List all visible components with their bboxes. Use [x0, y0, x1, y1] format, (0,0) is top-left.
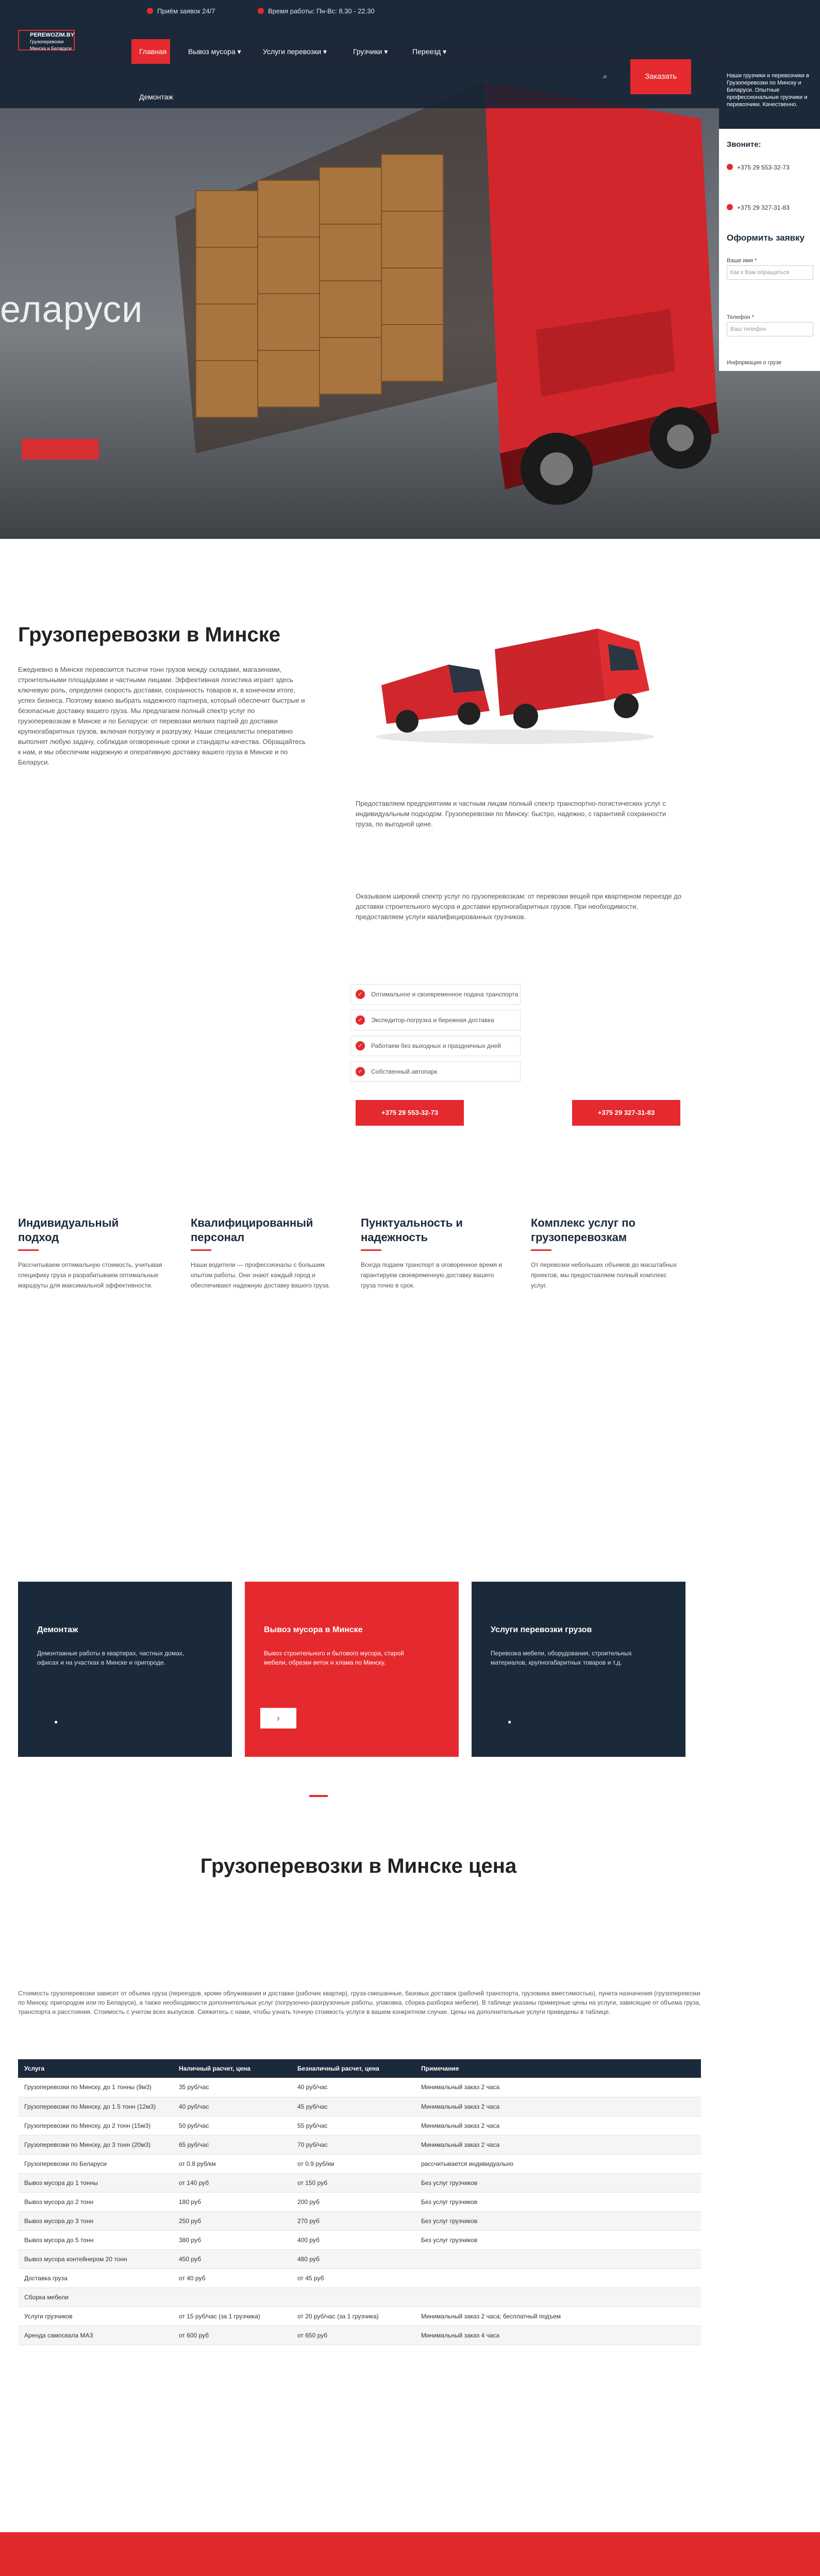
service-card[interactable] [472, 1582, 685, 1757]
chevron-down-icon: ▾ [384, 47, 388, 56]
feature-text: Всегда подаем транспорт в оговоренное время и гарантируем своевременную доставку вашего груза точно в срок. [361, 1261, 503, 1289]
feature-text: От перевозки небольших объемов до масштабных проектов, мы предоставляем полный комплекс услуг. [531, 1261, 677, 1289]
service-card-title: Услуги перевозки грузов [491, 1625, 592, 1634]
table-row [18, 2249, 701, 2268]
search-icon[interactable]: ⌕ [603, 72, 608, 81]
sidebar-phone-1[interactable]: +375 29 553-32-73 [737, 164, 790, 171]
table-row [18, 2192, 701, 2211]
table-cell: от 600 руб [173, 2326, 291, 2345]
table-cell: от 40 руб [173, 2268, 291, 2287]
table-cell: Без услуг грузчиков [415, 2173, 701, 2192]
table-cell [415, 2249, 701, 2268]
table-cell: Вывоз мусора до 1 тонны [18, 2173, 173, 2192]
table-cell: от 15 руб/час (за 1 грузчика) [173, 2307, 291, 2326]
table-header-row [18, 2059, 701, 2078]
nav-moving[interactable]: Переезд ▾ [412, 47, 447, 56]
table-cell [173, 2287, 291, 2307]
table-cell: Минимальный заказ 2 часа; бесплатный подъем [415, 2307, 701, 2326]
phone-icon [727, 164, 733, 170]
service-card-text: Демонтажные работы в квартирах, частных домах, офисах и на участках в Минске и пригороде. [37, 1650, 185, 1666]
arrow-icon[interactable]: ● [508, 1718, 512, 1725]
table-cell: Грузоперевозки по Минску, до 1.5 тонн (12м3) [18, 2097, 173, 2116]
nav-transport-services[interactable]: Услуги перевозки ▾ [263, 47, 327, 56]
intro-paragraph-2: Предоставляем предприятиям и частным лицам полный спектр транспортно-логистических услуг с индивидуальным подходом. Грузоперевозки по Минску: быстро, надежно, с гарантией сохранности груза, по выгодной цене. [356, 800, 666, 828]
sidebar-name-input[interactable]: Как к Вам обращаться [727, 265, 813, 280]
table-cell: Минимальный заказ 2 часа [415, 2116, 701, 2135]
table-cell: 65 руб/час [173, 2135, 291, 2154]
sidebar-phone-2[interactable]: +375 29 327-31-83 [737, 204, 790, 211]
sidebar-name-label: Ваше имя * [727, 258, 757, 264]
phone-icon [727, 204, 733, 210]
table-row [18, 2173, 701, 2192]
phone-button-1[interactable]: +375 29 553-32-73 [356, 1100, 464, 1126]
table-row [18, 2097, 701, 2116]
table-cell: 50 руб/час [173, 2116, 291, 2135]
feature-title: Пунктуальность и надежность [361, 1216, 463, 1244]
feature-title: Индивидуальный подход [18, 1216, 119, 1244]
sidebar-form-title: Оформить заявку [727, 233, 805, 243]
table-cell: от 140 руб [173, 2173, 291, 2192]
arrow-icon[interactable]: ● [54, 1718, 58, 1725]
sidebar-phone-label: Телефон * [727, 314, 754, 320]
chevron-down-icon: ▾ [443, 47, 447, 56]
table-cell: Минимальный заказ 2 часа [415, 2135, 701, 2154]
table-cell: Вывоз мусора до 5 тонн [18, 2230, 173, 2249]
price-intro: Стоимость грузоперевозки зависит от объема груза (переездов, кроме облуживания и доставки (рабочих квартир), груза-смешанные, базовых доставок (рабочей транспорта, грузовика вместимостью), пункта назначения (грузоперевозки по Минску, пригородом или по Беларуси), а также необходимости дополнительных услуг (погрузочно-разгрузочные работы, упаковка, сборка-разборка мебели). В таблице указаны примерные цены на услуги, зависящие от объема груза, транспорта и расстояния. Стоимость с учетом всех выпусков. Свяжитесь с нами, чтобы узнать точную стоимость услуги в вашем конкретном случае. Цены на дополнительные услуги приведены в таблице. [18, 1990, 701, 2015]
table-cell: Грузоперевозки по Минску, до 3 тонн (20м3) [18, 2135, 173, 2154]
table-cell: Грузоперевозки по Минску, до 2 тонн (15м3) [18, 2116, 173, 2135]
table-cell: Минимальный заказ 4 часа [415, 2326, 701, 2345]
intro-title: Грузоперевозки в Минске [18, 623, 281, 646]
table-cell: Минимальный заказ 2 часа [415, 2097, 701, 2116]
table-header: Примечание [415, 2059, 701, 2078]
feature-divider [191, 1249, 211, 1251]
truck-image [165, 62, 722, 526]
table-cell: Без услуг грузчиков [415, 2211, 701, 2230]
table-cell: Без услуг грузчиков [415, 2192, 701, 2211]
table-cell: 70 руб/час [291, 2135, 415, 2154]
trucks-image [371, 613, 660, 747]
price-title: Грузоперевозки в Минске цена [200, 1855, 517, 1877]
nav-loaders[interactable]: Грузчики ▾ [353, 47, 388, 56]
check-icon: ✓ [356, 1067, 365, 1076]
service-card-text: Перевозка мебели, оборудования, строительных материалов, крупногабаритных товаров и т.д. [491, 1650, 632, 1666]
check-icon: ✓ [356, 990, 365, 999]
table-row [18, 2307, 701, 2326]
table-cell: 480 руб [291, 2249, 415, 2268]
nav-waste-removal[interactable]: Вывоз мусора ▾ [188, 47, 241, 56]
table-row [18, 2287, 701, 2307]
intro-paragraph-1: Ежедневно в Минске перевозится тысячи тонн грузов между складами, магазинами, строительными площадками и частными лицами. Эффективная логистика играет здесь ключевую роль, определяя скорость доставки, сохранность товаров и, в конечном итоге, успех бизнеса. Поэтому важно выбрать надежного партнера, который обеспечит быстрые и безопасные доставку вашего груза. Мы предлагаем полный спектр услуг по грузоперевозкам в Минске и по Беларуси: от перевозки мелких партий до доставки крупногабаритных грузов, включая погрузку и разгрузку. Наши специалисты оперативно выполнят любую задачу, соблюдая оговоренные сроки и стандарты качества. Обращайтесь к нам, и мы обеспечим надежную и оперативную доставку вашего груза в Минске и по Беларуси. [18, 666, 306, 766]
order-section [0, 2532, 820, 2576]
table-header: Наличный расчет, цена [173, 2059, 291, 2078]
calendar-icon [258, 8, 264, 14]
check-text: Оптимальное и своевременное подача транспорта [371, 991, 518, 998]
table-cell: от 150 руб [291, 2173, 415, 2192]
feature-divider [18, 1249, 39, 1251]
table-cell: Услуги грузчиков [18, 2307, 173, 2326]
table-cell: Сборка мебели [18, 2287, 173, 2307]
price-table [18, 2059, 701, 2345]
check-text: Собственный автопарк [371, 1068, 438, 1075]
table-cell: от 650 руб [291, 2326, 415, 2345]
table-header: Безналичный расчет, цена [291, 2059, 415, 2078]
table-cell: 35 руб/час [173, 2078, 291, 2097]
sidebar-phones-title: Звоните: [727, 140, 761, 149]
table-cell: 200 руб [291, 2192, 415, 2211]
table-cell [415, 2268, 701, 2287]
feature-text: Рассчитываем оптимальную стоимость, учитывая специфику груза и разрабатываем оптимальные маршруты для максимальной эффективности. [18, 1261, 162, 1289]
service-card[interactable] [18, 1582, 232, 1757]
table-row [18, 2326, 701, 2345]
feature-divider [531, 1249, 551, 1251]
service-card-active[interactable] [245, 1582, 459, 1757]
table-cell: Без услуг грузчиков [415, 2230, 701, 2249]
arrow-right-icon[interactable]: › [260, 1708, 296, 1728]
table-cell: 45 руб/час [291, 2097, 415, 2116]
table-cell: Вывоз мусора контейнером 20 тонн [18, 2249, 173, 2268]
intro-paragraph-3: Оказываем широкий спектр услуг по грузоперевозкам: от перевозки вещей при квартирном переезде до доставки строительного мусора и доставки крупногабаритных грузов. При необходимости, предоставляем услуги квалифицированных грузчиков. [356, 892, 682, 921]
service-card-text: Вывоз строительного и бытового мусора, старой мебели, обрезки веток и хлама по Минску. [264, 1650, 404, 1666]
hero-title: еларуси [0, 289, 143, 330]
table-cell: 400 руб [291, 2230, 415, 2249]
table-header: Услуга [18, 2059, 173, 2078]
slider-indicator[interactable] [309, 1795, 328, 1797]
top-bar-worktime: Время работы: Пн-Вс: 8.30 - 22.30 [258, 7, 375, 15]
chevron-down-icon: ▾ [323, 47, 327, 56]
table-cell: Аренда самосвала МАЗ [18, 2326, 173, 2345]
table-cell: 250 руб [173, 2211, 291, 2230]
order-button[interactable]: Заказать [630, 59, 691, 94]
clock-icon [147, 8, 153, 14]
table-cell: от 45 руб [291, 2268, 415, 2287]
top-bar-hours: Приём заявок 24/7 [147, 7, 215, 15]
nav-home[interactable]: Главная [139, 47, 167, 56]
table-row [18, 2116, 701, 2135]
table-cell: 380 руб [173, 2230, 291, 2249]
sidebar-info: Наши грузчики и перевозчики в Грузоперевозки по Минску и Беларуси. Опытные профессиональные грузчики и перевозчики. Качественно. [727, 73, 809, 108]
table-cell: Грузоперевозки по Беларуси [18, 2154, 173, 2173]
service-card-title: Демонтаж [37, 1625, 78, 1634]
feature-title: Комплекс услуг по грузоперевозкам [531, 1216, 635, 1244]
check-text: Работаем без выходных и праздничных дней [371, 1042, 501, 1049]
table-cell: от 20 руб/час (за 1 грузчика) [291, 2307, 415, 2326]
table-cell: Минимальный заказ 2 часа [415, 2078, 701, 2097]
table-cell: 40 руб/час [173, 2097, 291, 2116]
table-row [18, 2078, 701, 2097]
phone-button-2[interactable]: +375 29 327-31-83 [572, 1100, 680, 1126]
sidebar-phone-input[interactable]: Ваш телефон [727, 322, 813, 336]
table-row [18, 2154, 701, 2173]
table-cell: Вывоз мусора до 2 тонн [18, 2192, 173, 2211]
check-icon: ✓ [356, 1015, 365, 1025]
table-cell: 40 руб/час [291, 2078, 415, 2097]
table-cell: 55 руб/час [291, 2116, 415, 2135]
table-cell [291, 2287, 415, 2307]
table-row [18, 2230, 701, 2249]
table-row [18, 2211, 701, 2230]
nav-dismantling[interactable]: Демонтаж [139, 93, 173, 101]
table-cell: рассчитывается индивидуально [415, 2154, 701, 2173]
table-cell: Грузоперевозки по Минску, до 1 тонны (9м3) [18, 2078, 173, 2097]
table-cell: 270 руб [291, 2211, 415, 2230]
check-text: Экспедитор-погрузка и бережная доставка [371, 1016, 494, 1024]
table-cell: от 0.9 руб/км [291, 2154, 415, 2173]
chevron-down-icon: ▾ [237, 47, 241, 56]
feature-divider [361, 1249, 381, 1251]
table-row [18, 2268, 701, 2287]
service-card-title: Вывоз мусора в Минске [264, 1625, 363, 1634]
table-cell: от 0.8 руб/км [173, 2154, 291, 2173]
table-cell: Доставка груза [18, 2268, 173, 2287]
top-bar [0, 0, 820, 24]
table-cell: Вывоз мусора до 3 тонн [18, 2211, 173, 2230]
navbar [0, 24, 820, 108]
table-cell [415, 2287, 701, 2307]
logo-text: PEREWOZIM.BY Грузоперевозки Минска и Беларуси [30, 32, 75, 51]
table-cell: 180 руб [173, 2192, 291, 2211]
table-cell: 450 руб [173, 2249, 291, 2268]
feature-title: Квалифицированный персонал [191, 1216, 313, 1244]
table-row [18, 2135, 701, 2154]
check-icon: ✓ [356, 1041, 365, 1050]
hero-cta-button[interactable] [22, 439, 99, 460]
feature-text: Наши водители — профессионалы с большим опытом работы. Они знают каждый город и обеспечивают надежную доставку вашего груза. [191, 1261, 330, 1289]
sidebar-info-label: Информация о грузе [727, 360, 782, 366]
